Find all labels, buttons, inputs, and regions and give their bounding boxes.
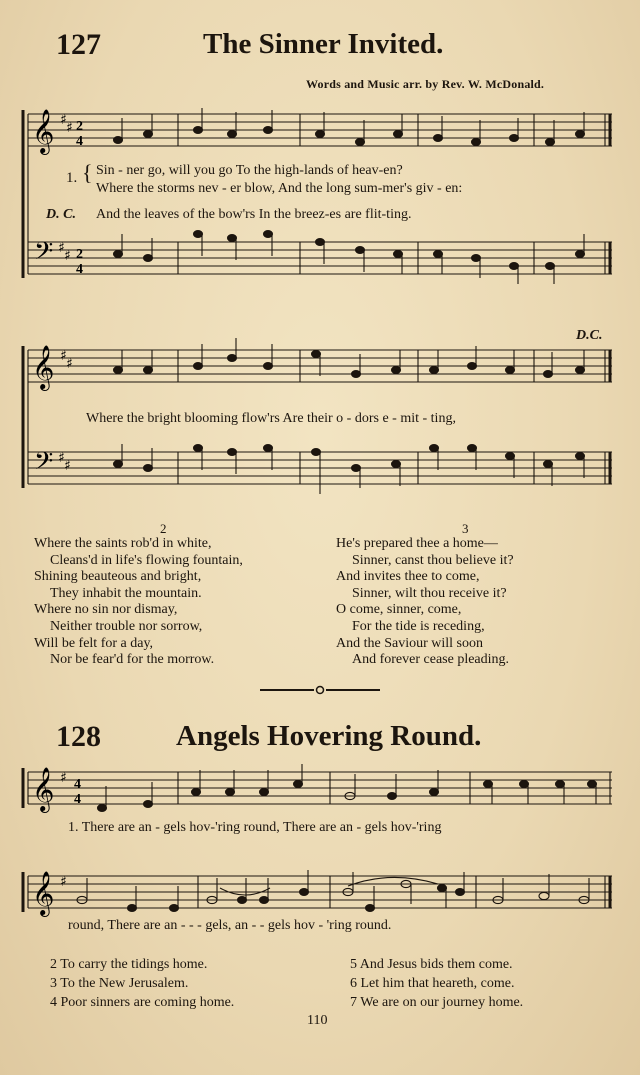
- stanza-line: And the Saviour will soon: [336, 635, 483, 651]
- hymn-128-stanza-7: 7 We are on our journey home.: [350, 995, 524, 1010]
- hymn-128-stanza-3: 3 To the New Jerusalem.: [50, 976, 189, 991]
- svg-text:♯: ♯: [58, 240, 65, 256]
- stanza-line: Where no sin nor dismay,: [34, 602, 178, 618]
- svg-text:4: 4: [74, 792, 81, 807]
- hymn-127-title: The Sinner Invited.: [203, 28, 444, 60]
- hymn-127-verse-number: 1.: [66, 170, 78, 186]
- svg-text:♯: ♯: [60, 112, 67, 128]
- stanza-line: Shining beauteous and bright,: [34, 569, 202, 585]
- stanza-line: Will be felt for a day,: [34, 635, 154, 651]
- svg-text:♯: ♯: [60, 770, 67, 786]
- hymn-128-lyric-line-2: round, There are an - - - gels, an - - gels hov - 'ring round.: [68, 918, 392, 933]
- svg-text:4: 4: [74, 777, 81, 792]
- stanza-3-number: 3: [462, 521, 469, 536]
- svg-text:𝄞: 𝄞: [32, 767, 55, 811]
- svg-text:♯: ♯: [60, 874, 67, 890]
- stanza-line: They inhabit the mountain.: [50, 585, 202, 601]
- svg-text:♯: ♯: [60, 348, 67, 364]
- hymn-128-lyric-line-1: 1. There are an - gels hov-'ring round, There are an - gels hov-'ring: [68, 820, 442, 835]
- hymn-127-dc-line: And the leaves of the bow'rs In the breez-es are flit-ting.: [96, 207, 412, 222]
- stanza-line: And invites thee to come,: [336, 569, 480, 585]
- hymn-128-stanza-2: 2 To carry the tidings home.: [50, 957, 208, 972]
- stanza-line: Neither trouble nor sorrow,: [50, 618, 203, 634]
- svg-text:4: 4: [76, 262, 83, 277]
- hymn-127-lyric-line-2: Where the bright blooming flow'rs Are their o - dors e - mit - ting,: [86, 411, 456, 426]
- svg-text:♯: ♯: [58, 450, 65, 466]
- hymn-127-credit: Words and Music arr. by Rev. W. McDonald.: [306, 77, 545, 91]
- dc-mark: D.C.: [576, 328, 603, 343]
- hymn-128-staff-2: [20, 868, 620, 918]
- stanza-2-number: 2: [160, 521, 167, 536]
- svg-text:𝄢: 𝄢: [34, 237, 54, 272]
- hymn-127-lyric-line-1a: Sin - ner go, will you go To the high-lands of heav-en?: [96, 163, 403, 178]
- stanza-line: Sinner, canst thou believe it?: [352, 552, 514, 568]
- svg-text:♯: ♯: [64, 248, 71, 264]
- stanza-line: And forever cease pleading.: [352, 652, 510, 668]
- stanza-2: [34, 536, 243, 669]
- svg-text:2: 2: [76, 247, 83, 262]
- stanza-3: [336, 536, 514, 669]
- stanza-line: For the tide is receding,: [352, 618, 485, 634]
- section-divider: [260, 684, 380, 696]
- stanza-line: Where the saints rob'd in white,: [34, 536, 212, 551]
- hymn-127-lyric-line-1b: Where the storms nev - er blow, And the long sum-mer's giv - en:: [96, 181, 463, 196]
- svg-text:♯: ♯: [64, 458, 71, 474]
- lyric-brace: {: [82, 160, 93, 185]
- hymn-128-staff-1: [20, 764, 620, 814]
- stanza-line: He's prepared thee a home—: [336, 536, 498, 551]
- stanza-line: O come, sinner, come,: [336, 602, 462, 618]
- hymn-128-stanza-4: 4 Poor sinners are coming home.: [50, 995, 235, 1010]
- hymn-128-stanza-5: 5 And Jesus bids them come.: [350, 957, 513, 972]
- svg-text:♯: ♯: [66, 120, 73, 136]
- stanza-line: Cleans'd in life's flowing fountain,: [50, 552, 243, 568]
- stanza-line: Sinner, wilt thou receive it?: [352, 585, 507, 601]
- hymn-128-number: 128: [56, 720, 101, 753]
- svg-text:♯: ♯: [66, 356, 73, 372]
- hymn-128-stanza-6: 6 Let him that heareth, come.: [350, 976, 515, 991]
- svg-text:2: 2: [76, 119, 83, 134]
- svg-text:𝄢: 𝄢: [34, 447, 54, 482]
- svg-text:4: 4: [76, 134, 83, 149]
- dc-label: D. C.: [46, 207, 76, 222]
- svg-text:𝄞: 𝄞: [32, 109, 55, 153]
- page-number: 110: [307, 1013, 328, 1028]
- hymn-127-number: 127: [56, 28, 101, 61]
- stanza-line: Nor be fear'd for the morrow.: [50, 652, 215, 668]
- hymn-128-title: Angels Hovering Round.: [176, 720, 482, 752]
- svg-text:𝄞: 𝄞: [32, 345, 55, 389]
- svg-text:𝄞: 𝄞: [32, 871, 55, 915]
